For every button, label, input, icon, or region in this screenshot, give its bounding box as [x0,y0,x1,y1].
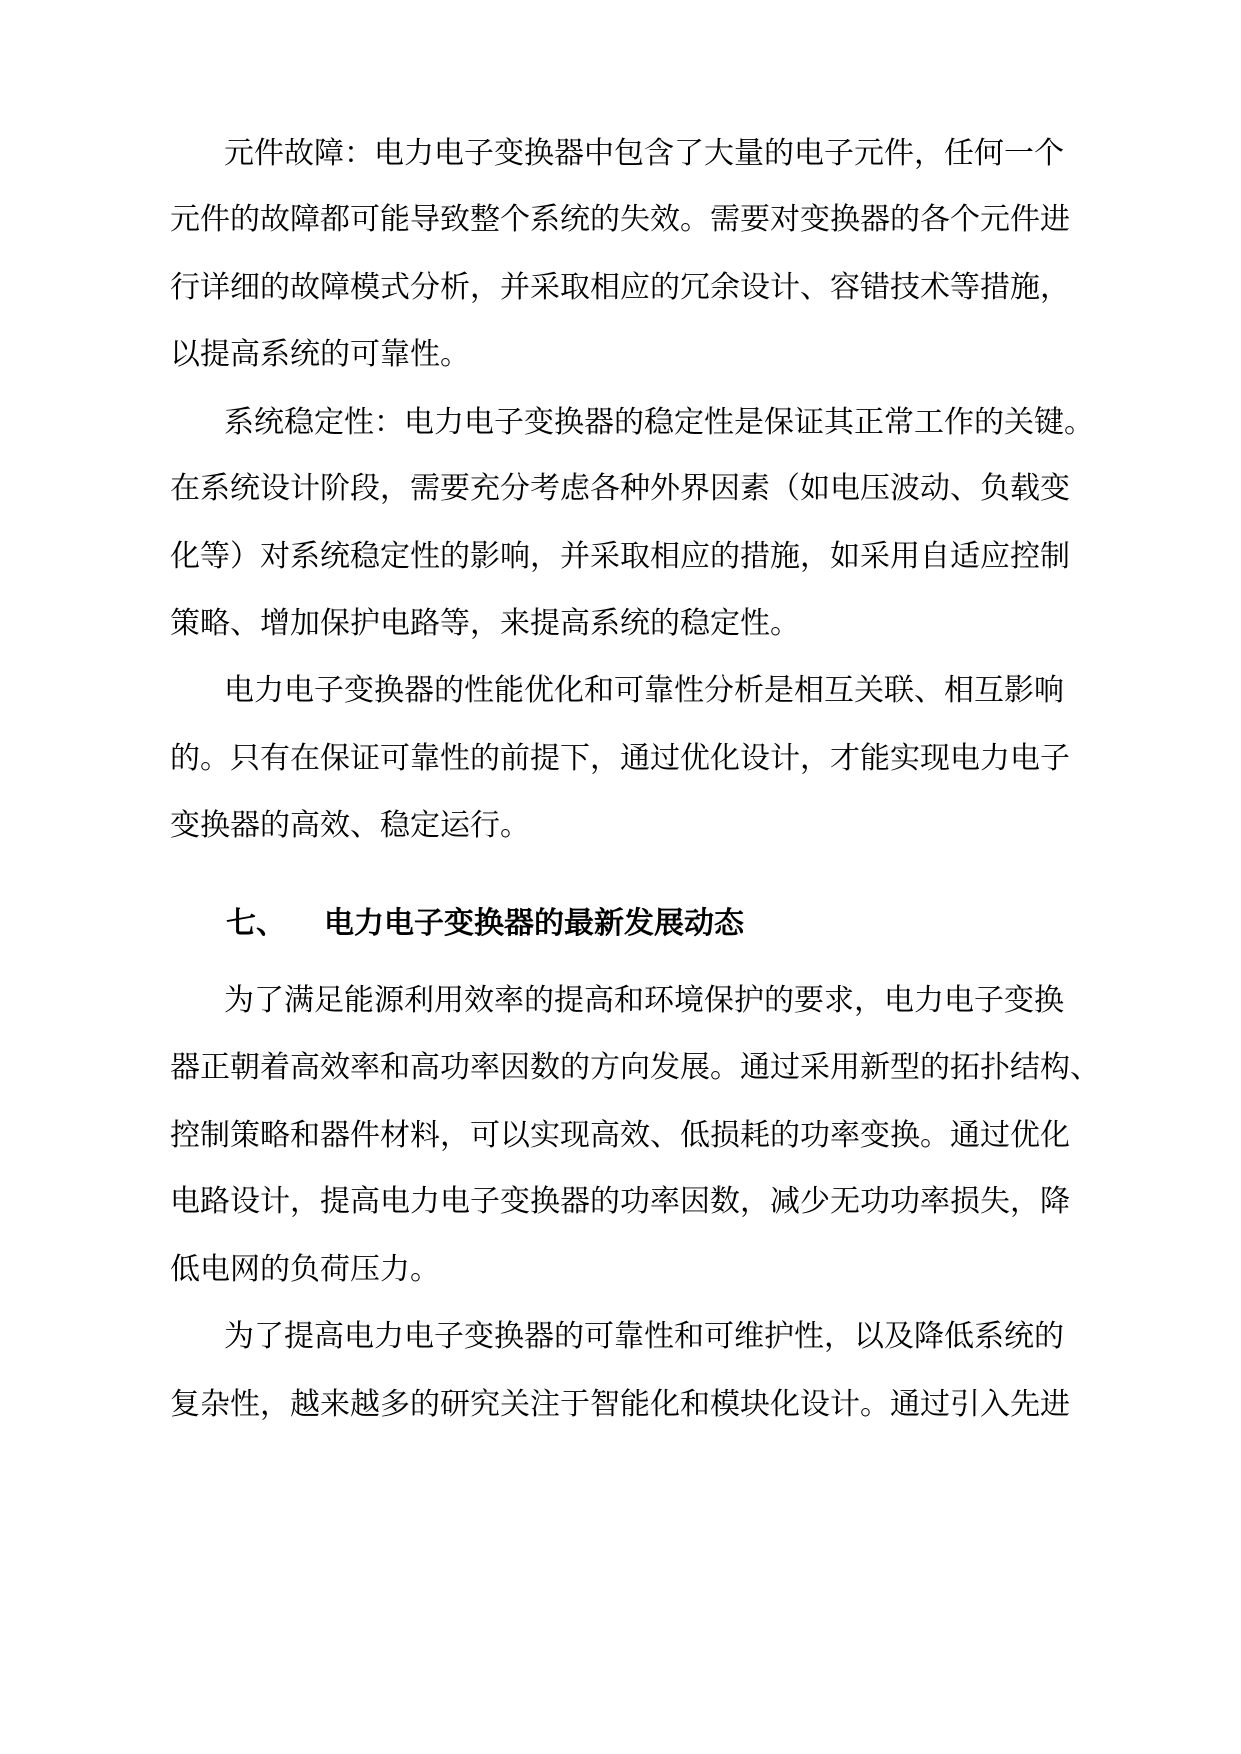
paragraph-1-line-1: 元件故障：电力电子变换器中包含了大量的电子元件，任何一个 [224,136,1064,171]
paragraph-1-line-4: 以提高系统的可靠性。 [170,337,470,372]
paragraph-3-line-1: 电力电子变换器的性能优化和可靠性分析是相互关联、相互影响 [224,673,1064,708]
paragraph-2-line-2: 在系统设计阶段，需要充分考虑各种外界因素（如电压波动、负载变 [170,471,1070,506]
section-paragraph-2-line-2: 复杂性，越来越多的研究关注于智能化和模块化设计。通过引入先进 [170,1387,1070,1422]
section-heading-title: 电力电子变换器的最新发展动态 [324,906,744,941]
paragraph-2-line-4: 策略、增加保护电路等，来提高系统的稳定性。 [170,606,800,641]
paragraph-3-line-3: 变换器的高效、稳定运行。 [170,808,530,843]
section-paragraph-2-line-1: 为了提高电力电子变换器的可靠性和可维护性，以及降低系统的 [224,1319,1064,1354]
section-heading [226,907,744,941]
paragraph-2-line-1: 系统稳定性：电力电子变换器的稳定性是保证其正常工作的关键。 [224,405,1094,440]
section-paragraph-1-line-5: 低电网的负荷压力。 [170,1252,440,1287]
paragraph-3-line-2: 的。只有在保证可靠性的前提下，通过优化设计，才能实现电力电子 [170,741,1070,776]
paragraph-1-line-3: 行详细的故障模式分析，并采取相应的冗余设计、容错技术等措施， [170,270,1070,305]
paragraph-2-line-3: 化等）对系统稳定性的影响，并采取相应的措施，如采用自适应控制 [170,539,1070,574]
section-paragraph-1-line-2: 器正朝着高效率和高功率因数的方向发展。通过采用新型的拓扑结构、 [170,1050,1100,1085]
paragraph-1-line-2: 元件的故障都可能导致整个系统的失效。需要对变换器的各个元件进 [170,202,1070,237]
section-heading-number: 七、 [226,906,286,941]
section-paragraph-1-line-1: 为了满足能源利用效率的提高和环境保护的要求，电力电子变换 [224,983,1064,1018]
section-paragraph-1-line-4: 电路设计，提高电力电子变换器的功率因数，减少无功功率损失，降 [170,1184,1070,1219]
section-paragraph-1-line-3: 控制策略和器件材料，可以实现高效、低损耗的功率变换。通过优化 [170,1118,1070,1153]
